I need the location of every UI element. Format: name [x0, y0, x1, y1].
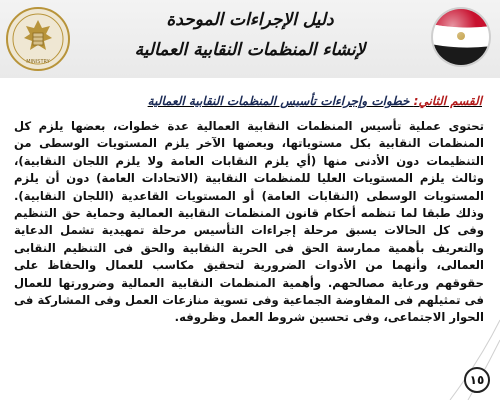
body-paragraph: تحتوى عملية تأسيس المنظمات النقابية العمالية عدة خطوات، بعضها يلزم كل المنظمات النقابية بكل مستوياتها، وبعضها الآخر يلزم المستويات الوسطى من التنظيمات دون الأدنى منها (أي يلزم النقابات العامة ولا يلزم اللجان النقابية)، وثالث يلزم المستويات العليا للمنظمات النقابية (الاتحادات العامة) دون أن يلزم المستويات الوسطى (النقابات العامة) أو المستويات القاعدية (اللجان النقابية). وذلك طبقا لما تنظمه أحكام قانون المنظمات النقابية العمالية وحماية حق التنظيم وفى كل الحالات يسبق مرحلة إجراءات التأسيس مرحلة تمهيدية تشمل الدعاية والتعريف بأهمية ممارسة الحق فى الحرية النقابية والحق فى التنظيم النقابى العمالى، وأنهما من الأدوات الضرورية لتحقيق مكاسب للعمال والحفاظ على حقوقهم ورعاية مصالحهم. وأهمية المنظمات النقابية العمالية وضرورتها للعمال فى تمثيلهم فى المفاوضة الجماعية وفى تسوية منازعات العمل وفى المشاركة فى الحوار الاجتماعى، وفى تحسين شروط العمل وظروفه.	[14, 119, 484, 325]
document-title-line1: دليل الإجراءات الموحدة	[166, 10, 334, 30]
ministry-emblem-icon	[5, 6, 71, 72]
section-heading	[42, 94, 482, 108]
page-header	[0, 0, 500, 78]
document-title-line2: لإنشاء المنظمات النقابية العمالية	[134, 40, 366, 60]
section-heading-text: خطوات وإجراءات تأسيس المنظمات النقابية العمالية	[147, 94, 410, 108]
egypt-flag-icon	[430, 6, 492, 68]
page-number: ١٥	[464, 367, 490, 393]
svg-text:MINISTRY: MINISTRY	[26, 59, 50, 65]
section-label: القسم الثاني:	[413, 94, 482, 108]
